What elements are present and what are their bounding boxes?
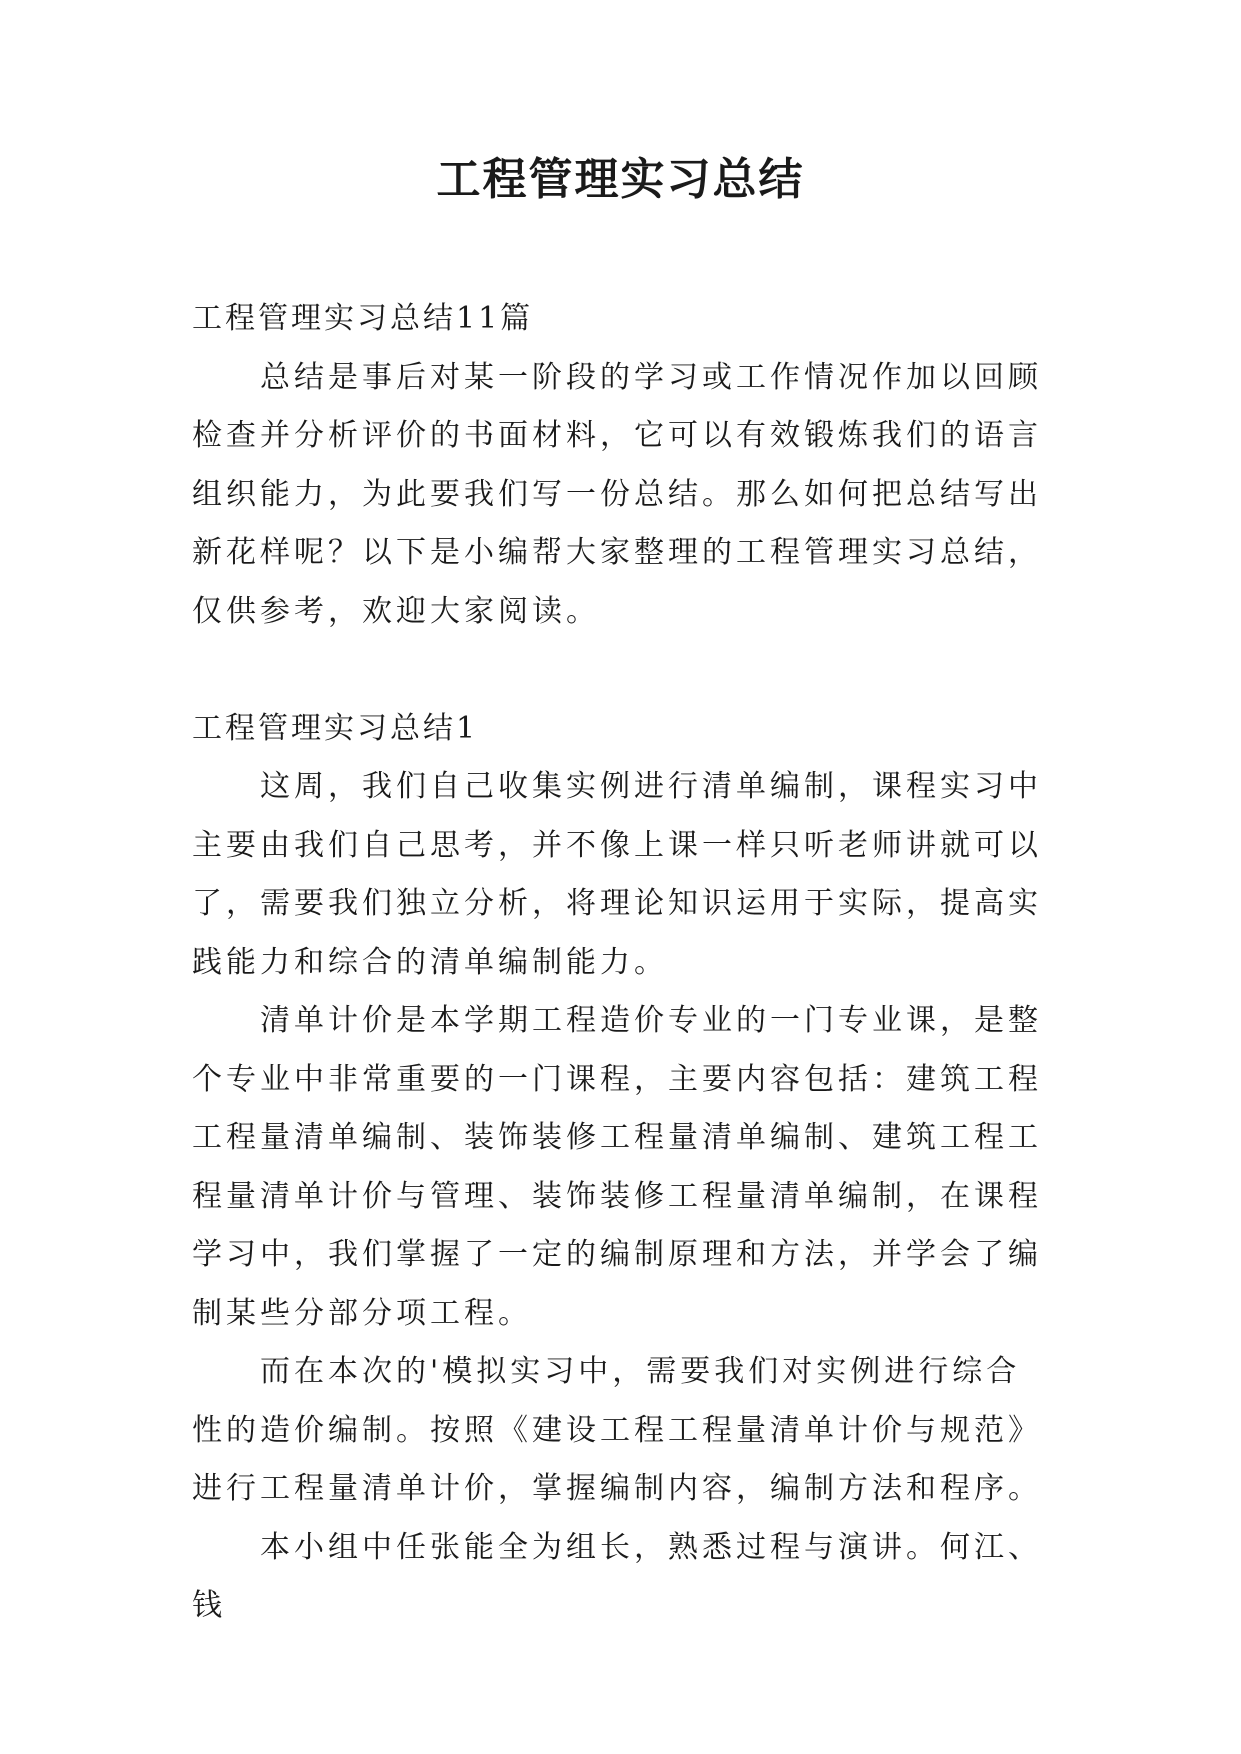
- body-paragraph-2: 清单计价是本学期工程造价专业的一门专业课，是整个专业中非常重要的一门课程，主要内容包括：建筑工程工程量清单编制、装饰装修工程量清单编制、建筑工程工程量清单计价与管理、装饰装修工程量清单编制，在课程学习中，我们掌握了一定的编制原理和方法，并学会了编制某些分部分项工程。: [192, 1003, 1042, 1331]
- document-body: [192, 290, 1052, 1636]
- section-spacer: [192, 641, 1052, 700]
- body-paragraph-1: 这周，我们自己收集实例进行清单编制，课程实习中主要由我们自己思考，并不像上课一样只听老师讲就可以了，需要我们独立分析，将理论知识运用于实际，提高实践能力和综合的清单编制能力。: [192, 769, 1042, 980]
- section-heading: 工程管理实习总结1: [192, 710, 479, 746]
- document-title: 工程管理实习总结: [436, 154, 805, 205]
- intro-paragraph: 总结是事后对某一阶段的学习或工作情况作加以回顾检查并分析评价的书面材料，它可以有效锻炼我们的语言组织能力，为此要我们写一份总结。那么如何把总结写出新花样呢？以下是小编帮大家整理的工程管理实习总结，仅供参考，欢迎大家阅读。: [192, 359, 1042, 629]
- document-subtitle: 工程管理实习总结11篇: [192, 301, 534, 336]
- body-paragraph-3: 而在本次的'模拟实习中，需要我们对实例进行综合性的造价编制。按照《建设工程工程量清单计价与规范》进行工程量清单计价，掌握编制内容，编制方法和程序。: [192, 1354, 1042, 1506]
- body-paragraph-4: 本小组中任张能全为组长，熟悉过程与演讲。何江、钱: [192, 1529, 1042, 1623]
